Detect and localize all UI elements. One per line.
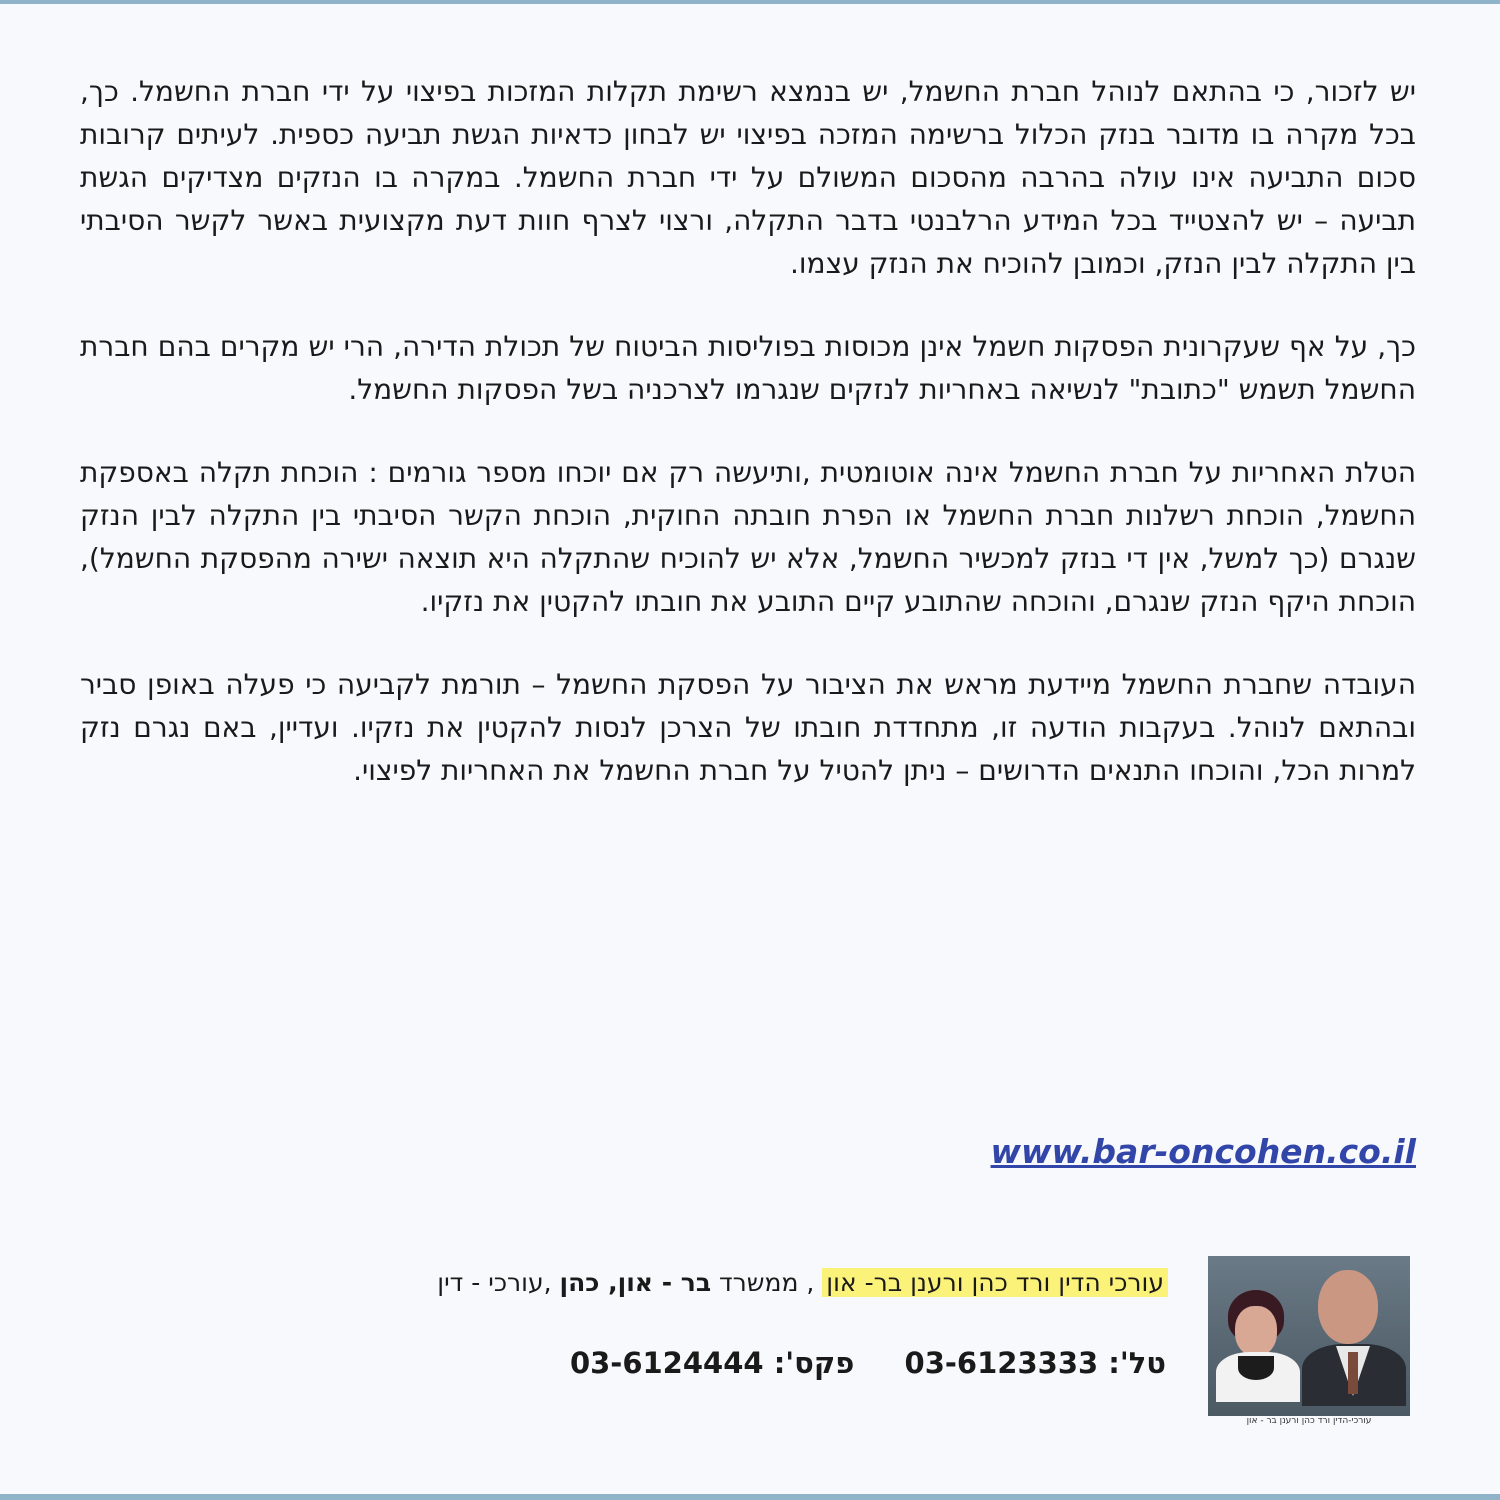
tel-label: טל': (1108, 1346, 1166, 1380)
tel-number: 03-6123333 (904, 1346, 1099, 1380)
lawyers-names-highlight: עורכי הדין ורד כהן ורענן בר- און (822, 1268, 1168, 1297)
fax-number: 03-6124444 (569, 1346, 764, 1380)
contact-line (570, 1346, 1166, 1380)
fax-label: פקס': (773, 1346, 855, 1380)
firm-name: בר - און, כהן (559, 1268, 712, 1297)
lawyers-photo (1208, 1256, 1410, 1416)
paragraph-compensation-list: יש לזכור, כי בהתאם לנוהל חברת החשמל, יש בנמצא רשימת תקלות המזכות בפיצוי על ידי חברת החשמל. כך, בכל מקרה בו מדובר בנזק הכלול ברשימה המזכה בפיצוי יש לבחון כדאיות הגשת תביעה כספית. לעיתים קרובות סכום התביעה אינו עולה בהרבה מהסכום המשולם על ידי חברת החשמל. במקרה בו הנזקים מצדיקים הגשת תביעה – יש להצטייד בכל המידע הרלבנטי בדבר התקלה, ורצוי לצרף חוות דעת מקצועית באשר לקשר הסיבתי בין התקלה לבין הנזק, וכמובן להוכיח את הנזק עצמו. (80, 75, 1416, 280)
lawyers-separator: , ממשרד (711, 1268, 823, 1297)
paragraph-advance-notice: העובדה שחברת החשמל מיידעת מראש את הציבור על הפסקת החשמל – תורמת לקביעה כי פעלה באופן סביר ובהתאם לנוהל. בעקבות הודעה זו, מתחדדת חובתו של הצרכן לנסות להקטין את נזקיו. ועדיין, באם נגרם נזק למרות הכל, והוכחו התנאים הדרושים – ניתן להטיל על חברת החשמל את האחריות לפיצוי. (80, 668, 1416, 787)
article-body (80, 70, 1416, 832)
website-link[interactable]: www.bar-oncohen.co.il (990, 1132, 1416, 1171)
paragraph-insurance-coverage: כך, על אף שעקרונית הפסקות חשמל אינן מכוסות בפוליסות הביטוח של תכולת הדירה, הרי יש מקרים בהם חברת החשמל תשמש "כתובת" לנשיאה באחריות לנזקים שנגרמו לצרכניה בשל הפסקות החשמל. (80, 330, 1416, 406)
lawyers-suffix: ,עורכי - דין (437, 1268, 560, 1297)
top-border (0, 0, 1500, 4)
bottom-border (0, 1494, 1500, 1500)
paragraph-liability-conditions: הטלת האחריות על חברת החשמל אינה אוטומטית ,ותיעשה רק אם יוכחו מספר גורמים : הוכחת תקלה באספקת החשמל, הוכחת רשלנות חברת החשמל או הפרת חובתה החוקית, הוכחת הקשר הסיבתי בין התקלה לבין הנזק שנגרם (כך למשל, אין די בנזק למכשיר החשמל, אלא יש להוכיח שהתקלה היא תוצאה ישירה מהפסקת החשמל), הוכחת היקף הנזק שנגרם, והוכחה שהתובע קיים התובע את חובתו להקטין את נזקיו. (80, 456, 1416, 618)
lawyers-line (437, 1266, 1168, 1300)
photo-caption: עורכי-הדין ורד כהן ורענן בר - און (1246, 1416, 1372, 1426)
